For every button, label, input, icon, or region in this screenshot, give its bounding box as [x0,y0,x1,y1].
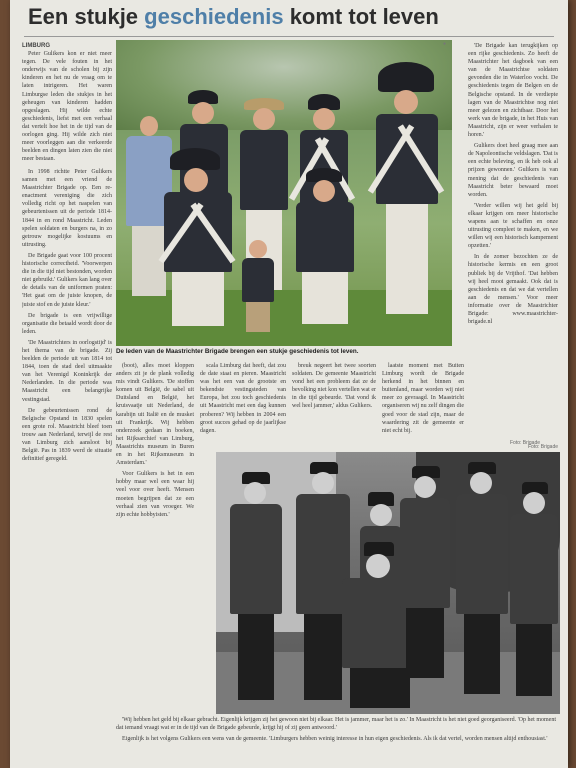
paragraph: De brigade is een vrijwillige organisatie die betaald wordt door de leden. [22,312,112,335]
brigade-bw-photo [216,452,560,714]
figure [240,240,276,336]
photo-credit-1: Foto: Brigade [510,440,541,446]
bottom-text [116,716,556,764]
middle-column-2 [200,362,286,448]
headline-part1: Een stukje [28,4,139,29]
paragraph: (boot), alles moet kloppen anders zit je de plank volledig mis vindt Gulikers. 'De stoffen komen uit België, de sabel uit Duitsland en België, het kruisvaatje uit Nederland, de karabijn uit Italië en de musket uit Frankrijk. Wij hebben onderzoek gedaan in boeken, het Rijksarchief van Limburg, Maastrichts museum in Buren en in het Rijksmuseum in Amsterdam.' [116,363,194,467]
paragraph: Voor Gulikers is het in een hobby maar wel een waar hij veel voor over heeft. 'Mensen moeten begrijpen dat ze een verhaal zien van vroeger. We zijn echte hobbyisten.' [116,471,194,518]
middle-column-3 [292,362,376,448]
photo-credit-2: Foto: Brigade [528,444,559,450]
middle-column-4 [382,362,464,448]
paragraph: De Brigade gaat voor 100 procent historische correctheid. 'Voorwerpen die in die tijd niet bestonden, worden niet gebruikt.' Gulikers kan lang over de details van de uniformen praten: 'Het gaat om de juiste knopen, de juiste stof en de juiste kleur.' [22,252,112,308]
right-column [468,42,558,442]
paragraph: 'Verder willen wij het geld bij elkaar krijgen om meer historische wapens aan te schaffen en onze uitrusting compleet te maken, en we willen wij een historisch kampement opzetten.' [468,202,558,250]
paragraph: laatste moment met Buiten Limburg wordt de Brigade herkend in het binnen en buitenland, maar worden wij niet meer zo gevraagd. In Maastricht organiseren wij nu zelf dingen die goed voor de stad zijn, maar de waardering zit de gemeente er niet echt bij. [382,363,464,434]
headline-part3: komt tot leven [289,4,439,29]
paragraph: scala Limburg dat heeft, dat zou de date staat en pieren. Maastricht was het een van de grootste en bekendste vestingsteden van Europa, het zou toch geschiedenis uit Maastricht met een dag kunnen proberen? Wij hebben in 2004 een groot succes gehad op de jaarlijkse dagen. [200,363,286,434]
left-column-main [22,168,112,748]
paragraph: Peter Gulikers kon er niet meer tegen. De vele fouten in het onderwijs van de scholen bij zijn kinderen en het nu de vraag om te laten intrigeren. Het waren Limburgse leden die stukjes in het geheugen van kinderen hadden opgeslagen. Hij wilde echte geschiedenis, liefst met een verhaal dat vertelt hoe het in de tijd van de oorlogen ging. Hij wilde zich niet meer voorleggen aan die verkeerde beelden en dingen laten zien die niet meer bestaan. [22,51,112,162]
paragraph: Gulikers doet heel graag mee aan de Napoleontische veldslagen. 'Dat is een echte beleving, en ik heb ook al prijzen gewonnen.' Gulikers is van mening dat de geschiedenis van Maastricht beter bewaard moet worden. [468,143,558,198]
paragraph: 'De Maastrichters in oorlogstijd' is het thema van de brigade. Zij beelden de periode uit van 1814 tot 1844, toen de stad deel uitmaakte van het Verenigd Koninkrijk der Nederlanden. In die periode was Maastricht een belangrijke vestingstad. [22,339,112,403]
paragraph: In 1998 richtte Peter Gulikers samen met een vriend de Maastrichter Brigade op. Een re-enactment vereniging die zich volledig richt op het naspelen van gebeurtenissen uit de periode 1814-1844 in en rond Maastricht. Leden spelen soldaten en burgers na, in zo getrouw mogelijke kostuums en uitrusting. [22,169,112,248]
headline-rule [24,36,554,37]
figure [452,462,512,698]
figure [160,148,236,344]
paragraph: De gebeurtenissen rond de Belgische Opstand in 1830 spelen een grote rol. Maastricht bleef toen trouw aan Nederland, terwijl de rest van Limburg zich aansloot bij België. Pas in 1839 werd de situatie definitief geregeld. [22,407,112,463]
figure [292,168,358,338]
figure [372,62,444,332]
paragraph: Eigenlijk is het volgens Gulikers een wens van de gemeente. 'Limburgers hebben weinig interesse in hun eigen geschiedenis. Als ik dat vertel, worden mensen altijd enthousiast.' [122,736,548,743]
figure [396,466,454,682]
photo-watermark: ● [442,42,446,47]
figure [508,482,560,702]
spacer [200,452,212,453]
brigade-group-photo [116,40,452,346]
paragraph: 'De Brigade kan terugkijken op een rijke geschiedenis. Zo heeft de Maastrichter het dagboek van een van de Maastrichtse soldaten gevonden die in Waterloo vocht. De geschiedenis tegen de Belgen en de Belgische opstand. In de verdiepte lagen van de Maastrichtse nog niet meer gelezen en zichtbaar. Door het werk van de brigade, in het Huis van Maastricht, zijn er weer verhalen te horen.' [468,43,558,139]
middle-column-1 [116,362,194,744]
figure [226,472,286,708]
headline-part2: geschiedenis [144,4,284,29]
left-column-intro [22,42,112,162]
photo-caption: De leden van de Maastrichter Brigade brengen een stukje geschiedenis tot leven. [116,348,359,355]
headline [28,4,528,34]
paragraph: breuk negeert het twee soorten soldaten. De gemeente Maastricht vond het een probleem dat ze de bevolking niet kon vertellen wat er in die tijd gebeurde. 'Dat vond ik wel heel jammer,' aldus Gulikers. [292,363,376,410]
paragraph: In de zomer bezochten ze de historische kermis en een groot publiek bij de Vrijthof. 'Dat hebben wij heel mooi gemaakt. Ook dat is geschiedenis en dat we dat vertellen aan de mensen.' Voor meer informatie over de Maastrichter Brigade: www.maastrichter-brigade.nl [468,254,558,326]
newspaper-page [10,0,568,768]
paragraph: 'Wij hebben het geld bij elkaar gebracht. Eigenlijk krijgen zij het gewoon niet bij elkaar. Het is jammer, maar het is zo.' In Maastricht is het niet goed georganiseerd. 'Op het moment dat iemand vraagt wat er in de tijd van de Brigade gebeurde, krijgt hij of zij geen antwoord.' [116,717,556,732]
kicker: LIMBURG [22,43,50,49]
